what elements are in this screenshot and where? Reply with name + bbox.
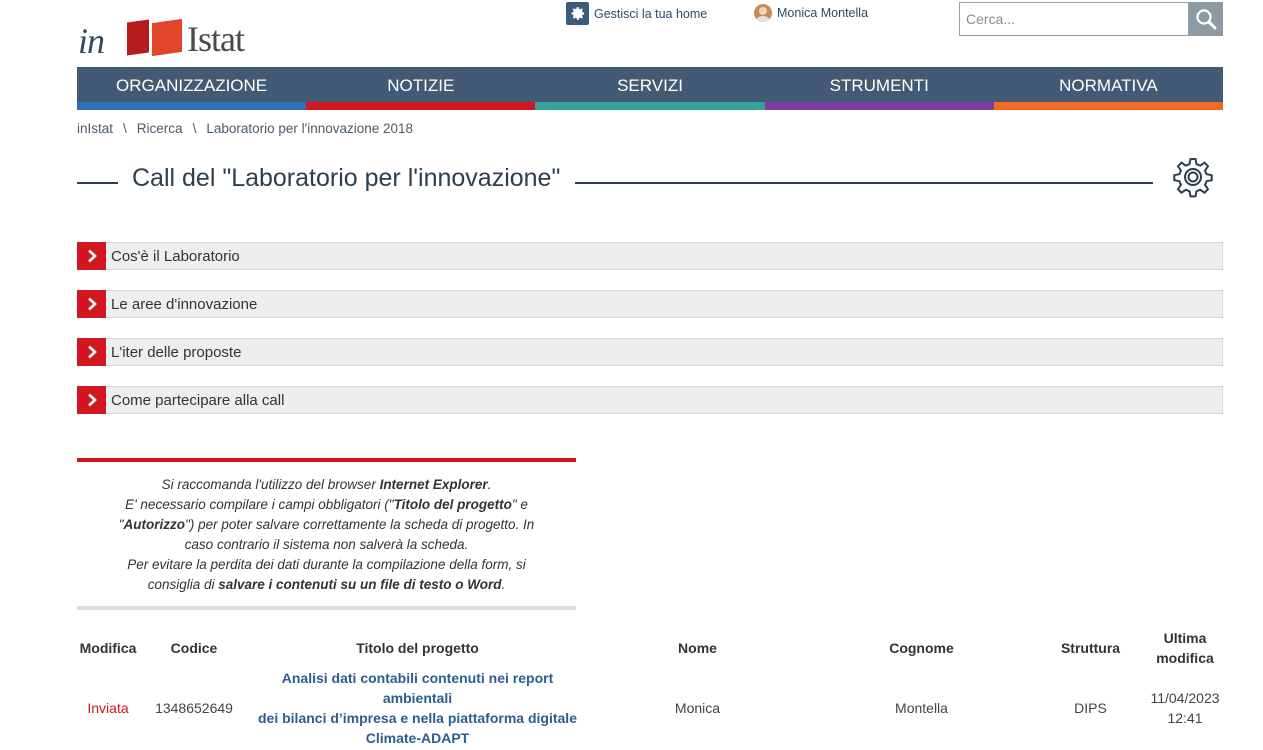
user-profile-link[interactable] [754, 4, 868, 22]
breadcrumb-separator: \ [192, 121, 197, 136]
logo-prefix: in [78, 21, 105, 61]
notice-line [77, 475, 576, 495]
accordion-iter-proposte[interactable] [77, 338, 1223, 366]
notice-text: Si raccomanda l'utilizzo del browser [161, 477, 380, 492]
manage-home-label: Gestisci la tua home [594, 6, 708, 21]
accordion-aree-innovazione[interactable] [77, 290, 1223, 318]
notice-text: ") per poter salvare correttamente la scheda di progetto. In [185, 517, 535, 532]
browser-notice [77, 475, 576, 595]
notice-line [77, 575, 576, 595]
nav-item-servizi[interactable]: SERVIZI [617, 76, 683, 95]
notice-text: " e [511, 497, 528, 512]
gear-icon [566, 2, 589, 25]
accordion-label: L'iter delle proposte [111, 343, 242, 361]
breadcrumb-separator: \ [123, 121, 127, 136]
projects-table [77, 628, 1223, 748]
page-title: Call del "Laboratorio per l'innovazione" [132, 164, 561, 192]
search-button[interactable] [1189, 2, 1223, 36]
user-name: Monica Montella [777, 6, 869, 20]
nav-item-strumenti[interactable]: STRUMENTI [829, 76, 929, 95]
logo-mark-dark [127, 19, 149, 55]
nav-item-notizie[interactable]: NOTIZIE [387, 76, 455, 95]
stripe-orange [994, 102, 1223, 110]
breadcrumb [77, 121, 413, 136]
notice-line: caso contrario il sistema non salverà la scheda. [184, 537, 469, 552]
col-header-cognome[interactable]: Cognome [889, 640, 954, 656]
cell-nome: Monica [674, 700, 721, 716]
title-line: dei bilanci d’impresa e nella piattaforma digitale [258, 710, 577, 726]
breadcrumb-laboratorio[interactable]: Laboratorio per l'innovazione 2018 [206, 121, 414, 136]
table-header-row [77, 628, 1223, 668]
cell-project-title-link[interactable] [249, 668, 586, 748]
notice-text: E' necessario compilare i campi obbligatori (" [125, 497, 394, 512]
notice-emphasis: Internet Explorer [379, 477, 488, 492]
breadcrumb-inistat[interactable]: inIstat [77, 121, 114, 136]
accordion-label: Cos'è il Laboratorio [111, 247, 240, 265]
col-header-codice[interactable]: Codice [170, 640, 218, 656]
istat-logo[interactable] [78, 18, 268, 60]
table-row [77, 668, 1223, 748]
logo-mark-light [152, 19, 182, 56]
cell-cognome: Montella [895, 700, 948, 716]
col-header-titolo[interactable]: Titolo del progetto [356, 640, 479, 656]
title-line: Analisi dati contabili contenuti nei report ambientali [281, 670, 554, 706]
nav-color-stripes [77, 102, 1223, 110]
date-text: 11/04/2023 [1150, 690, 1220, 706]
notice-text: consiglia di [147, 577, 219, 592]
notice-emphasis: salvare i contenuti su un file di testo o Word [218, 577, 502, 592]
avatar [754, 4, 772, 22]
search-input[interactable] [959, 2, 1189, 36]
col-header-nome[interactable]: Nome [678, 640, 717, 656]
chevron-right-icon [77, 242, 106, 270]
chevron-right-icon [77, 338, 106, 366]
logo-brand: Istat [187, 19, 244, 59]
col-header-struttura[interactable]: Struttura [1060, 640, 1121, 656]
title-rule-right [575, 182, 1153, 184]
chevron-right-icon [77, 386, 106, 414]
accordion-label: Come partecipare alla call [111, 391, 285, 409]
chevron-right-icon [77, 290, 106, 318]
cell-ultima-modifica [1147, 668, 1223, 748]
notice-line: Per evitare la perdita dei dati durante la compilazione della form, si [127, 557, 526, 572]
cell-status-link[interactable]: Inviata [87, 700, 129, 716]
breadcrumb-ricerca[interactable]: Ricerca [136, 121, 183, 136]
cell-struttura: DIPS [1074, 700, 1107, 716]
nav-item-organizzazione[interactable]: ORGANIZZAZIONE [116, 76, 268, 95]
notice-emphasis: Titolo del progetto [393, 497, 512, 512]
time-text: 12:41 [1167, 710, 1203, 726]
nav-item-normativa[interactable]: NORMATIVA [1059, 76, 1158, 95]
search-icon [1194, 7, 1218, 31]
stripe-teal [535, 102, 764, 110]
notice-line [77, 515, 576, 535]
notice-text: . [487, 477, 492, 492]
header-text: modifica [1156, 650, 1214, 666]
header-text: Ultima [1163, 630, 1207, 646]
notice-top-rule [77, 458, 576, 462]
notice-bottom-rule [77, 606, 576, 610]
notice-line [77, 495, 576, 515]
stripe-blue [77, 102, 306, 110]
col-header-modifica[interactable]: Modifica [79, 640, 137, 656]
accordion-label: Le aree d'innovazione [111, 295, 258, 313]
accordion-come-partecipare[interactable] [77, 386, 1223, 414]
notice-emphasis: Autorizzo [123, 517, 186, 532]
notice-text: . [501, 577, 506, 592]
main-nav [77, 67, 1223, 104]
col-header-ultima-modifica[interactable] [1147, 628, 1223, 668]
stripe-red [306, 102, 535, 110]
stripe-purple [765, 102, 994, 110]
title-line: Climate-ADAPT [365, 730, 470, 746]
cell-codice: 1348652649 [155, 700, 233, 716]
notice-text: " [118, 517, 124, 532]
settings-gear-icon[interactable] [1171, 155, 1215, 199]
accordion-cos-e-il-laboratorio[interactable] [77, 242, 1223, 270]
title-rule-left [77, 182, 118, 184]
manage-home-link[interactable] [566, 2, 707, 25]
